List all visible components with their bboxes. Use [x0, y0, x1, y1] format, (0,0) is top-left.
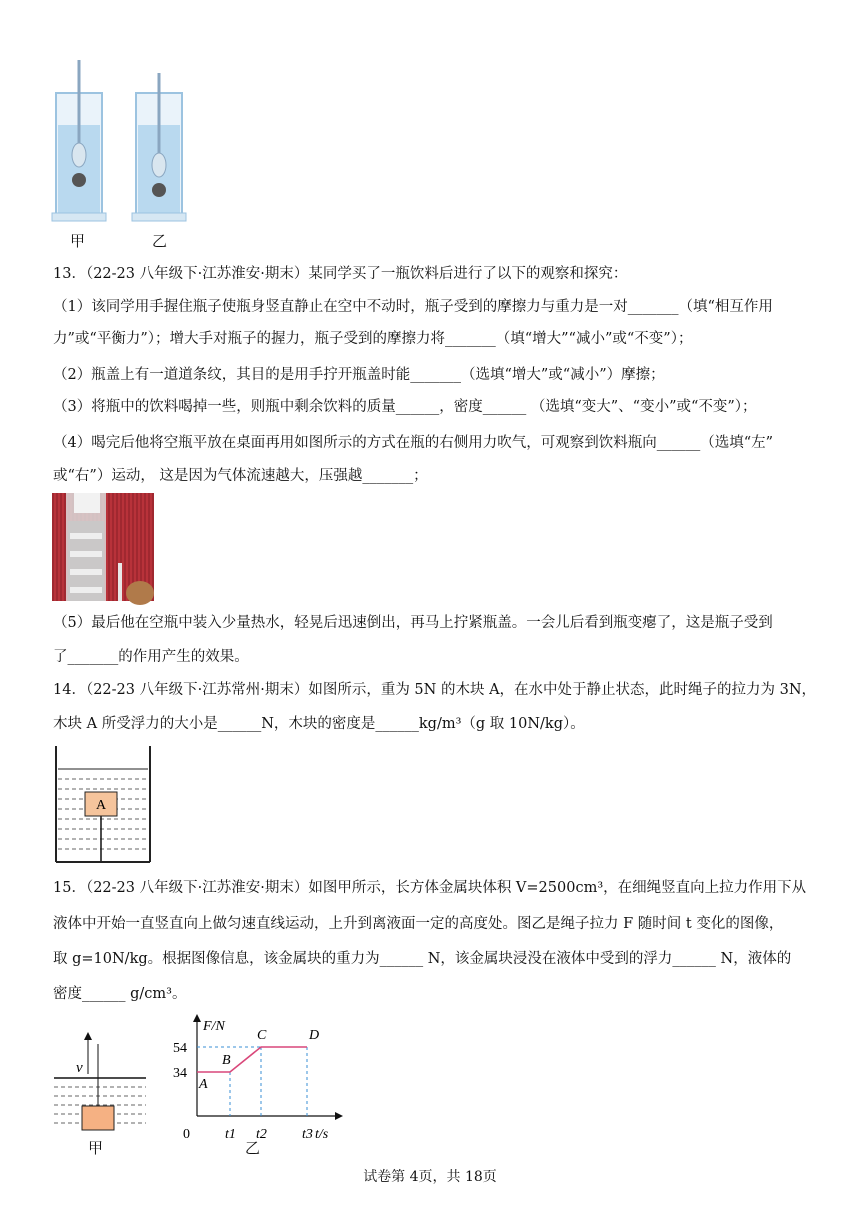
- label-yi: 乙: [152, 232, 168, 250]
- q13-header: 13．（22-23 八年级下·江苏淮安·期末）某同学买了一瓶饮料后进行了以下的观察和探究：: [53, 266, 628, 282]
- x-tick-label: t3: [302, 1127, 313, 1142]
- q13-p3: （3）将瓶中的饮料喝掉一些，则瓶中剩余饮料的质量______，密度______ （选填“变大”、“变小”或“不变”）；: [53, 399, 757, 415]
- q15-line3: 取 g=10N/kg。根据图像信息，该金属块的重力为______ N，该金属块浸没在液体中受到的浮力______ N，液体的: [53, 951, 792, 967]
- q13-p5-line1: （5）最后他在空瓶中装入少量热水，轻晃后迅速倒出，再马上拧紧瓶盖。一会儿后看到瓶变瘪了，这是瓶子受到: [53, 615, 773, 631]
- q15-yi-caption: 乙: [245, 1139, 261, 1157]
- q13-p5-line2: 了_______的作用产生的效果。: [53, 649, 249, 665]
- q13-p2: （2）瓶盖上有一道道条纹，其目的是用手拧开瓶盖时能_______（选填“增大”或“减小”）摩擦；: [53, 367, 665, 383]
- bottle-photo: [52, 493, 154, 601]
- point-label-b: B: [222, 1053, 231, 1068]
- x-axis-arrow: [335, 1112, 343, 1120]
- q15-line2: 液体中开始一直竖直向上做匀速直线运动，上升到离液面一定的高度处。图乙是绳子拉力 F 随时间 t 变化的图像，: [53, 916, 784, 932]
- cylinder-yi: [132, 73, 186, 221]
- q13-p1-line1: （1）该同学用手握住瓶子使瓶身竖直静止在空中不动时，瓶子受到的摩擦力与重力是一对_______（填“相互作用: [53, 299, 773, 315]
- point-label-d: D: [309, 1028, 320, 1043]
- y-tick-label: 34: [173, 1066, 187, 1081]
- q15-jia-caption: 甲: [88, 1139, 104, 1157]
- velocity-label: v: [76, 1060, 83, 1076]
- container-figure: [54, 746, 152, 864]
- point-label-c: C: [257, 1028, 267, 1043]
- q15-line4: 密度______ g/cm³。: [53, 986, 187, 1002]
- x-axis-label: t/s: [315, 1127, 329, 1142]
- cylinder-jia: [52, 60, 106, 221]
- q13-p1-line2: 力”或“平衡力”）；增大手对瓶子的握力，瓶子受到的摩擦力将_______（填“增大”“减小”或“不变”）；: [53, 331, 693, 347]
- x-tick-label: t1: [225, 1127, 236, 1142]
- q14-line1: 14．（22-23 八年级下·江苏常州·期末）如图所示，重为 5N 的木块 A，在水中处于静止状态，此时绳子的拉力为 3N，: [53, 682, 817, 698]
- q15-line1: 15．（22-23 八年级下·江苏淮安·期末）如图甲所示，长方体金属块体积 V=2500cm³，在细绳竖直向上拉力作用下从: [53, 880, 807, 896]
- point-label-a: A: [199, 1077, 208, 1092]
- page-footer: 试卷第 4页，共 18页: [363, 1169, 497, 1185]
- q14-line2: 木块 A 所受浮力的大小是______N，木块的密度是______kg/m³（g 取 10N/kg）。: [53, 716, 585, 732]
- q13-p4-line2: 或“右”）运动， 这是因为气体流速越大，压强越_______；: [53, 468, 428, 484]
- hydrometer-figure: [50, 55, 190, 225]
- label-jia: 甲: [70, 232, 86, 250]
- q13-p4-line1: （4）喝完后他将空瓶平放在桌面再用如图所示的方式在瓶的右侧用力吹气，可观察到饮料瓶向______（选填“左”: [53, 435, 774, 451]
- block-a-label: A: [95, 798, 107, 813]
- y-axis-label: F/N: [203, 1019, 225, 1034]
- force-time-chart: [165, 1010, 350, 1140]
- x-tick-label: 0: [183, 1127, 190, 1142]
- series-line: [197, 1047, 307, 1072]
- y-tick-label: 54: [173, 1041, 187, 1056]
- y-axis-arrow: [193, 1014, 201, 1022]
- q15-figure-jia: [52, 1030, 148, 1140]
- x-tick-label: t2: [256, 1127, 267, 1142]
